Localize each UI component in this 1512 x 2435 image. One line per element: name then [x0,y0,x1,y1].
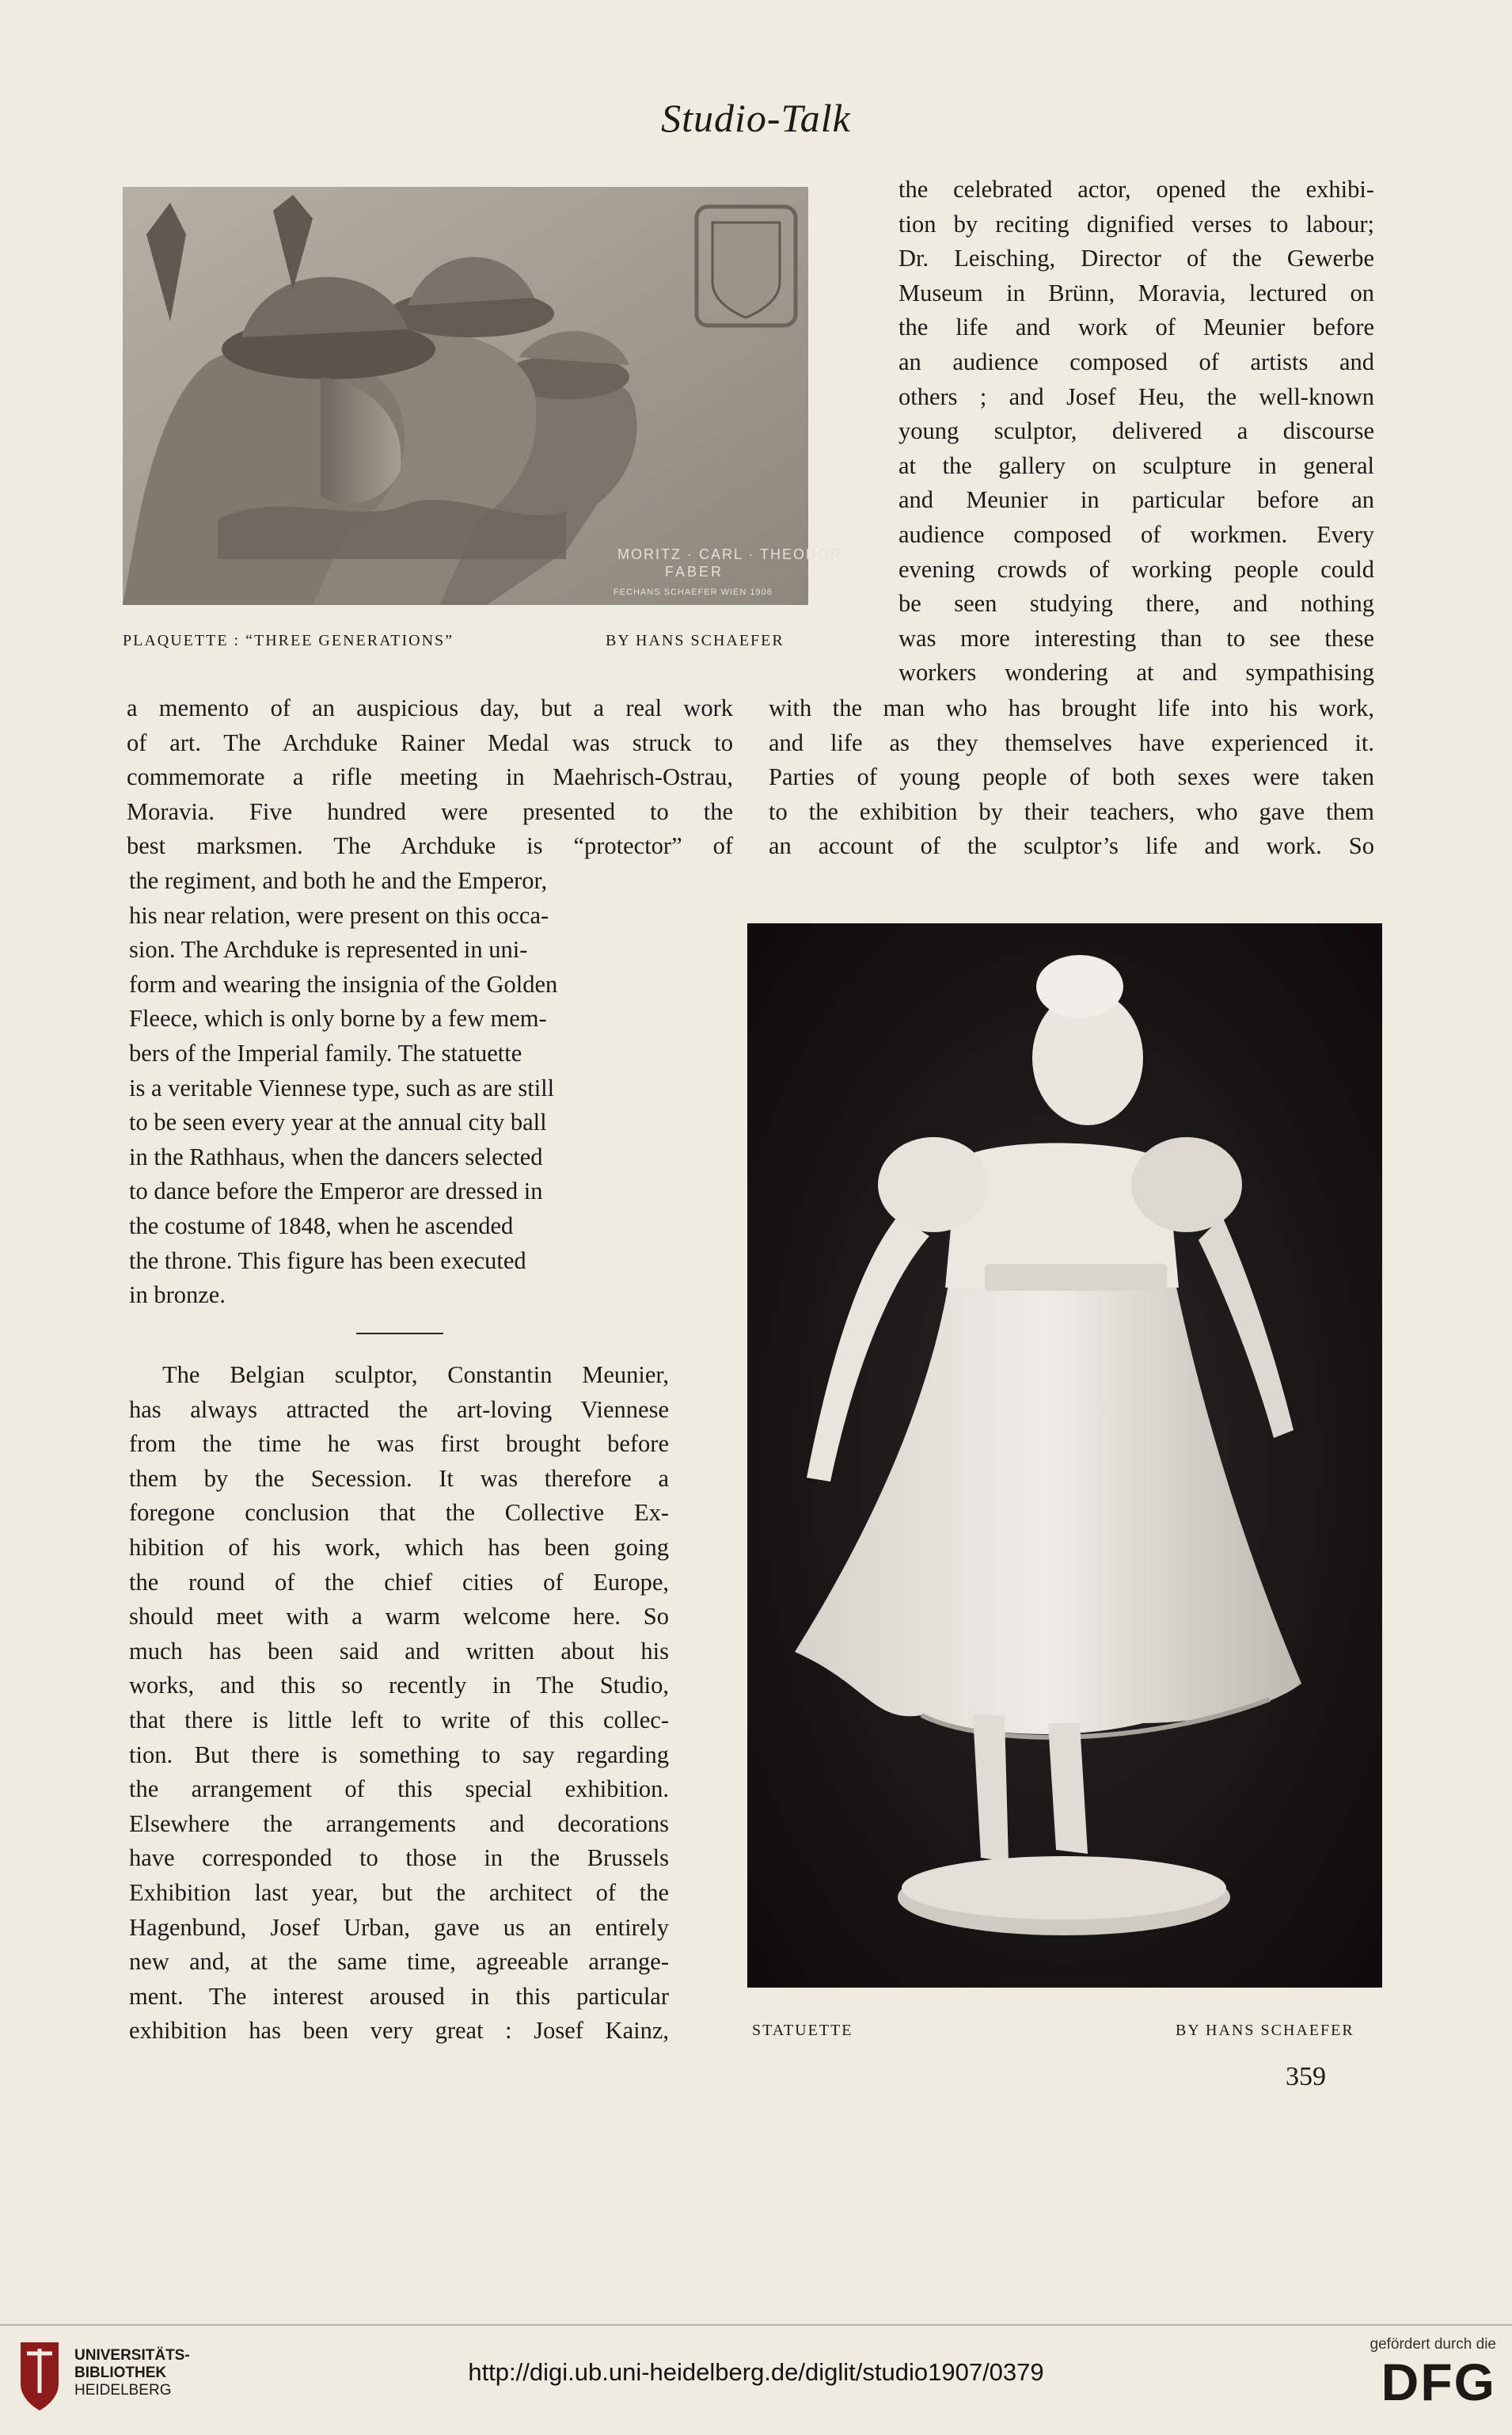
text-line: tion by reciting dignified verses to labour; [898,210,1374,238]
text-line: exhibition has been very great : Josef Kainz, [129,2017,669,2045]
text-line: audience composed of workmen. Every [898,520,1374,548]
text-line: Parties of young people of both sexes were taken [769,763,1374,791]
text-line: Moravia. Five hundred were presented to the [127,797,733,825]
text-line: the throne. This figure has been executed [129,1246,526,1274]
text-line: bers of the Imperial family. The statuette [129,1039,522,1067]
text-line: The Belgian sculptor, Constantin Meunier, [162,1361,669,1388]
text-line: Museum in Brünn, Moravia, lectured on [898,279,1374,306]
page-number: 359 [1286,2062,1326,2091]
text-line: to be seen every year at the annual city ball [129,1109,547,1136]
text-line: Fleece, which is only borne by a few mem- [129,1005,547,1033]
text-line: in the Rathhaus, when the dancers selected [129,1143,543,1170]
text-line: Dr. Leisching, Director of the Gewerbe [898,245,1374,272]
text-line: is a veritable Viennese type, such as are still [129,1074,555,1101]
statuette-image [747,923,1382,1988]
text-line: ment. The interest aroused in this particular [129,1982,669,2010]
text-line: that there is little left to write of this collec- [129,1706,669,1733]
text-line: young sculptor, delivered a discourse [898,417,1374,445]
text-line: new and, at the same time, agreeable arrange- [129,1948,669,1976]
text-line: hibition of his work, which has been going [129,1533,669,1561]
text-line: best marksmen. The Archduke is “protector” of [127,832,733,860]
text-line: an account of the sculptor’s life and work. So [769,832,1374,860]
dfg-logo: DFG [1381,2353,1496,2411]
text-line: should meet with a warm welcome here. So [129,1603,669,1630]
text-line: Hagenbund, Josef Urban, gave us an entirely [129,1913,669,1941]
funded-by-text: gefördert durch die [1370,2336,1496,2353]
footer-divider [0,2324,1512,2326]
text-left-wide [127,691,733,864]
text-line: the round of the chief cities of Europe, [129,1568,669,1596]
section-divider [356,1333,443,1334]
text-line: Exhibition last year, but the architect of the [129,1878,669,1906]
text-line: have corresponded to those in the Brussels [129,1844,669,1872]
library-name-line3: HEIDELBERG [74,2382,172,2399]
text-line: an audience composed of artists and [898,348,1374,375]
text-line: foregone conclusion that the Collective Ex- [129,1499,669,1527]
statuette-caption [752,2022,1385,2042]
text-line: the costume of 1848, when he ascended [129,1212,514,1239]
text-line: form and wearing the insignia of the Golden [129,970,558,998]
library-name-line1: UNIVERSITÄTS- [74,2347,190,2364]
text-line: from the time he was first brought before [129,1430,669,1458]
plaquette-inscription-2: FABER [665,564,724,580]
text-line: be seen studying there, and nothing [898,590,1374,618]
statuette-caption-credit: BY HANS SCHAEFER [1176,2022,1354,2039]
funder-block [1322,2336,1496,2410]
text-right-top [898,173,1374,691]
text-line: sion. The Archduke is represented in uni- [129,936,528,964]
running-header: Studio-Talk [661,96,851,140]
plaquette-caption-title: PLAQUETTE : “THREE GENERATIONS” [123,632,454,649]
text-line: of art. The Archduke Rainer Medal was struck to [127,729,733,756]
text-line: at the gallery on sculpture in general [898,451,1374,479]
text-line: and life as they themselves have experienced it. [769,729,1374,756]
text-line: the life and work of Meunier before [898,314,1374,341]
plaquette-image [123,187,842,605]
text-line: the arrangement of this special exhibition. [129,1775,669,1803]
text-line: Elsewhere the arrangements and decorations [129,1809,669,1837]
text-line: and Meunier in particular before an [898,486,1374,514]
text-line: workers wondering at and sympathising [898,659,1374,687]
text-line: to dance before the Emperor are dressed in [129,1178,543,1205]
text-right-wide [769,691,1374,864]
text-line: the celebrated actor, opened the exhibi- [898,176,1374,203]
statuette-caption-title: STATUETTE [752,2022,853,2039]
text-line: evening crowds of working people could [898,555,1374,583]
source-url[interactable]: http://digi.ub.uni-heidelberg.de/diglit/studio1907/0379 [468,2358,1044,2386]
text-left-bottom [129,1358,669,2049]
plaquette-signature: FECHANS SCHAEFER WIEN 1906 [614,588,773,597]
text-line: them by the Secession. It was therefore a [129,1464,669,1492]
text-line: the regiment, and both he and the Emperor, [129,867,548,894]
text-line: in bronze. [129,1281,226,1309]
text-line: others ; and Josef Heu, the well-known [898,382,1374,410]
text-line: works, and this so recently in The Studio, [129,1672,669,1699]
plaquette-caption-credit: BY HANS SCHAEFER [606,632,784,649]
text-line: was more interesting than to see these [898,624,1374,652]
text-line: tion. But there is something to say regarding [129,1741,669,1768]
plaquette-inscription-1: MORITZ · CARL · THEODOR [617,546,842,562]
library-name-line2: BIBLIOTHEK [74,2365,167,2381]
text-line: has always attracted the art-loving Viennese [129,1395,669,1423]
plaquette-caption [123,632,819,653]
text-line: to the exhibition by their teachers, who gave them [769,797,1374,825]
text-line: with the man who has brought life into his work, [769,694,1374,721]
text-line: a memento of an auspicious day, but a real work [127,694,733,721]
text-line: his near relation, were present on this occa- [129,901,549,929]
text-left-narrow [129,864,669,1313]
text-line: much has been said and written about his [129,1637,669,1665]
text-line: commemorate a rifle meeting in Maehrisch-Ostrau, [127,763,733,791]
